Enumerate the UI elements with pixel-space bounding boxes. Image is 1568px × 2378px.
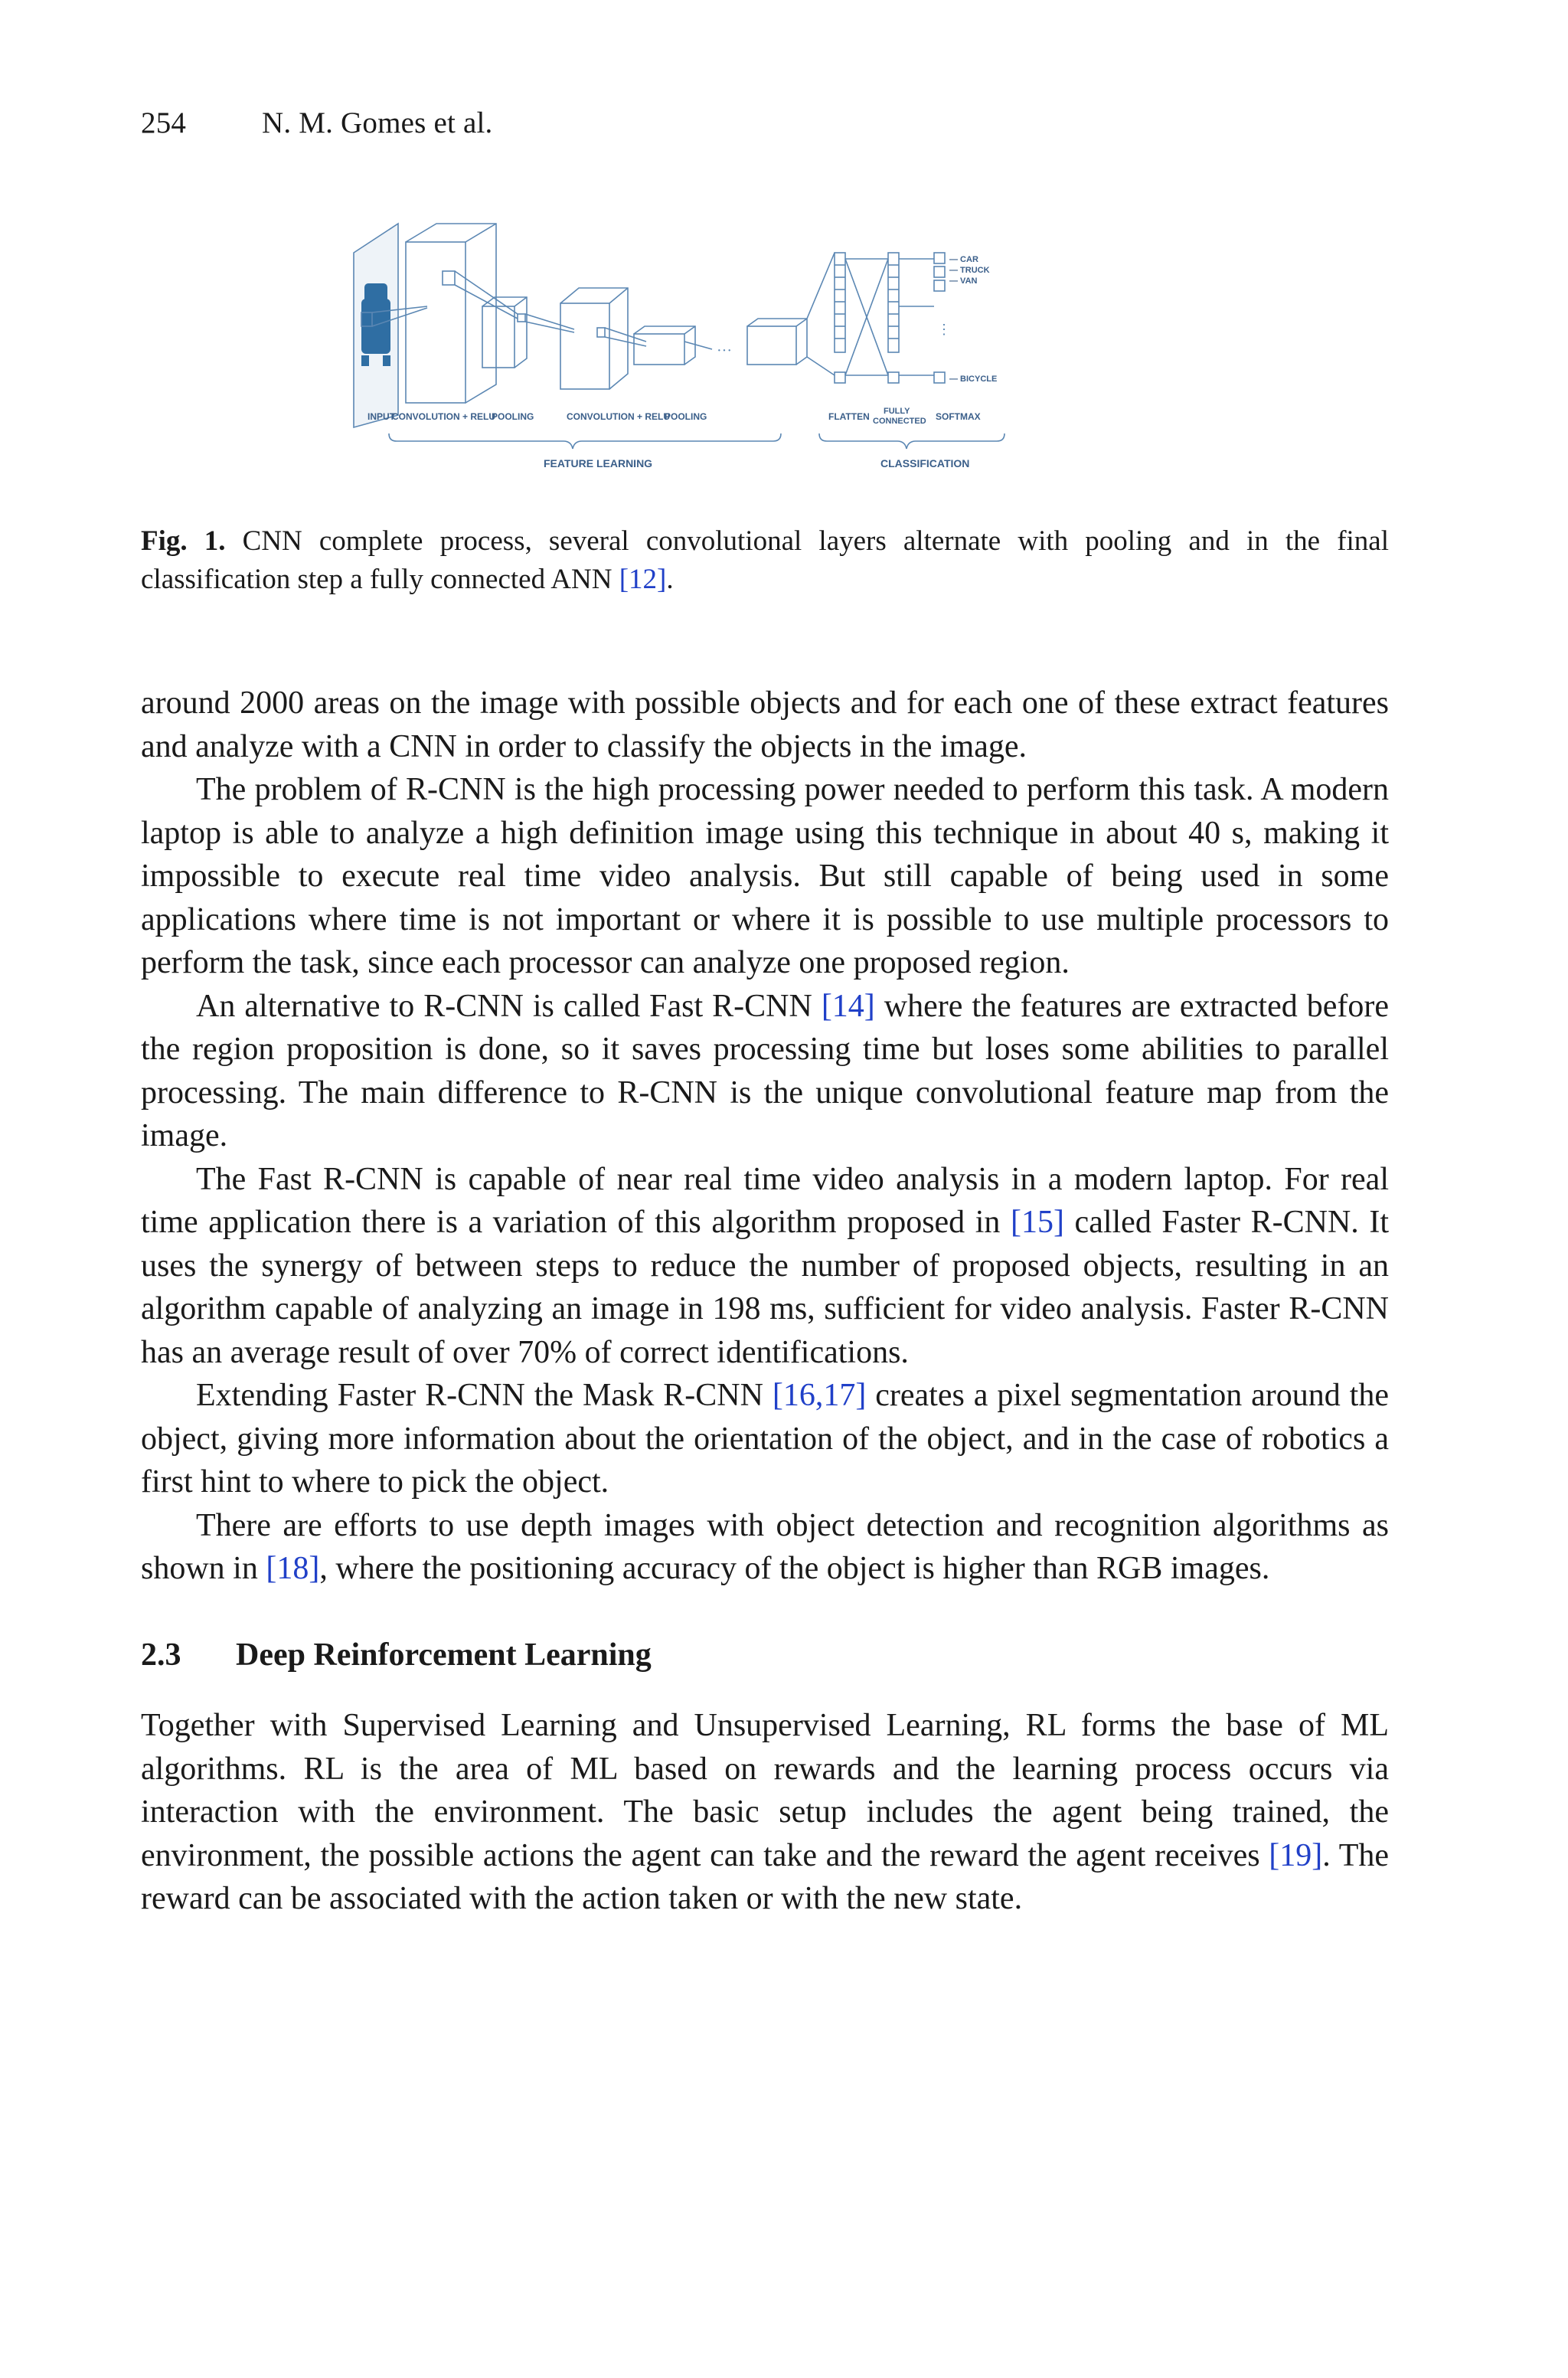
feature-map-final xyxy=(747,319,807,365)
ellipsis-mark: ··· xyxy=(717,342,732,359)
caption-label: Fig. 1. xyxy=(141,525,226,557)
label-feature-learning: FEATURE LEARNING xyxy=(544,457,653,469)
section-heading xyxy=(141,1634,1389,1677)
paragraph-5-text-b: creates a pixel segmentation around the object, giving more information about the orientation of the object, and in the case of robotics a first hint to where to pick the object. xyxy=(141,1378,1389,1500)
feature-learning-brace xyxy=(389,433,781,449)
label-conv-relu-2: CONVOLUTION + RELU xyxy=(567,411,671,422)
caption-citation[interactable]: [12] xyxy=(619,564,667,595)
label-class-bicycle: — BICYCLE xyxy=(949,375,998,384)
svg-text:⋮: ⋮ xyxy=(937,322,951,337)
running-authors: N. M. Gomes et al. xyxy=(262,106,493,139)
fully-connected-layer xyxy=(888,253,899,383)
conv-block-1 xyxy=(406,224,518,403)
section-title: Deep Reinforcement Learning xyxy=(236,1637,652,1673)
running-header xyxy=(141,106,492,140)
citation-16-17[interactable]: [16,17] xyxy=(772,1378,867,1413)
paragraph-4-text-a: The Fast R-CNN is capable of near real time video analysis in a modern laptop. For real time application there is a variation of this algorithm proposed in xyxy=(141,1161,1389,1240)
label-class-truck: — TRUCK xyxy=(949,266,990,275)
citation-15[interactable]: [15] xyxy=(1011,1205,1064,1240)
caption-end: . xyxy=(666,564,674,595)
paragraph-4-text-b: called Faster R-CNN. It uses the synergy of between steps to reduce the number of proposed objects, resulting in an algorithm capable of analyzing an image in 198 ms, sufficient for video analysis. Faster R-CNN has an average result of over 70% of correct identifications. xyxy=(141,1205,1389,1370)
paragraph-1: around 2000 areas on the image with possible objects and for each one of these extract features and analyze with a CNN in order to classify the objects in the image. xyxy=(141,685,1389,764)
paragraph-6-text-a: There are efforts to use depth images with object detection and recognition algorithms as shown in xyxy=(141,1507,1389,1586)
flatten-layer xyxy=(835,253,845,383)
page-number: 254 xyxy=(141,106,187,139)
paragraph-3-text-a: An alternative to R-CNN is called Fast R-CNN xyxy=(196,988,822,1024)
paragraph-7 xyxy=(141,1704,1389,1921)
label-input: INPUT xyxy=(368,411,395,422)
label-softmax: SOFTMAX xyxy=(936,411,981,422)
paragraph-7-text-b: . The reward can be associated with the action taken or with the new state. xyxy=(141,1837,1389,1916)
citation-19[interactable]: [19] xyxy=(1269,1837,1323,1873)
label-class-van: — VAN xyxy=(949,276,978,286)
label-pooling-2: POOLING xyxy=(665,411,707,422)
label-classification: CLASSIFICATION xyxy=(880,457,970,469)
pool-block-2 xyxy=(634,326,712,365)
label-pooling-1: POOLING xyxy=(492,411,534,422)
body-text xyxy=(141,682,1389,1921)
softmax-layer xyxy=(934,253,951,383)
figure-caption xyxy=(141,522,1389,599)
paragraph-2: The problem of R-CNN is the high processing power needed to perform this task. A modern laptop is able to analyze a high definition image using this technique in about 40 s, making it impossible to execute real time video analysis. But still capable of being used in some applications where time is not important or where it is possible to use multiple processors to perform the task, since each processor can analyze one proposed region. xyxy=(141,772,1389,980)
paragraph-3 xyxy=(141,985,1389,1158)
caption-text: CNN complete process, several convolutional layers alternate with pooling and in the final classification step a fully connected ANN xyxy=(141,525,1389,595)
citation-14[interactable]: [14] xyxy=(821,988,875,1024)
paragraph-6 xyxy=(141,1504,1389,1591)
label-fully-connected-2: CONNECTED xyxy=(873,417,926,426)
cnn-diagram xyxy=(345,191,1194,482)
paragraph-6-text-b: , where the positioning accuracy of the object is higher than RGB images. xyxy=(319,1551,1270,1586)
cnn-figure xyxy=(345,191,1194,482)
label-conv-relu-1: CONVOLUTION + RELU xyxy=(392,411,496,422)
citation-18[interactable]: [18] xyxy=(266,1551,320,1586)
paragraph-3-text-b: where the features are extracted before the region proposition is done, so it saves processing time but loses some abilities to parallel processing. The main difference to R-CNN is the unique convolutional feature map from the image. xyxy=(141,988,1389,1153)
paragraph-5-text-a: Extending Faster R-CNN the Mask R-CNN xyxy=(196,1378,773,1413)
section-number: 2.3 xyxy=(141,1637,181,1673)
paragraph-5 xyxy=(141,1374,1389,1504)
label-fully-connected-1: FULLY xyxy=(884,407,910,416)
label-class-car: — CAR xyxy=(949,255,978,264)
paragraph-7-text-a: Together with Supervised Learning and Unsupervised Learning, RL forms the base of ML algorithms. RL is the area of ML based on rewards and the learning process occurs via interaction with the environment. The basic setup includes the agent being trained, the environment, the possible actions the agent can take and the reward the agent receives xyxy=(141,1708,1389,1873)
label-flatten: FLATTEN xyxy=(828,411,870,422)
classification-brace xyxy=(819,433,1004,449)
paragraph-4 xyxy=(141,1158,1389,1375)
